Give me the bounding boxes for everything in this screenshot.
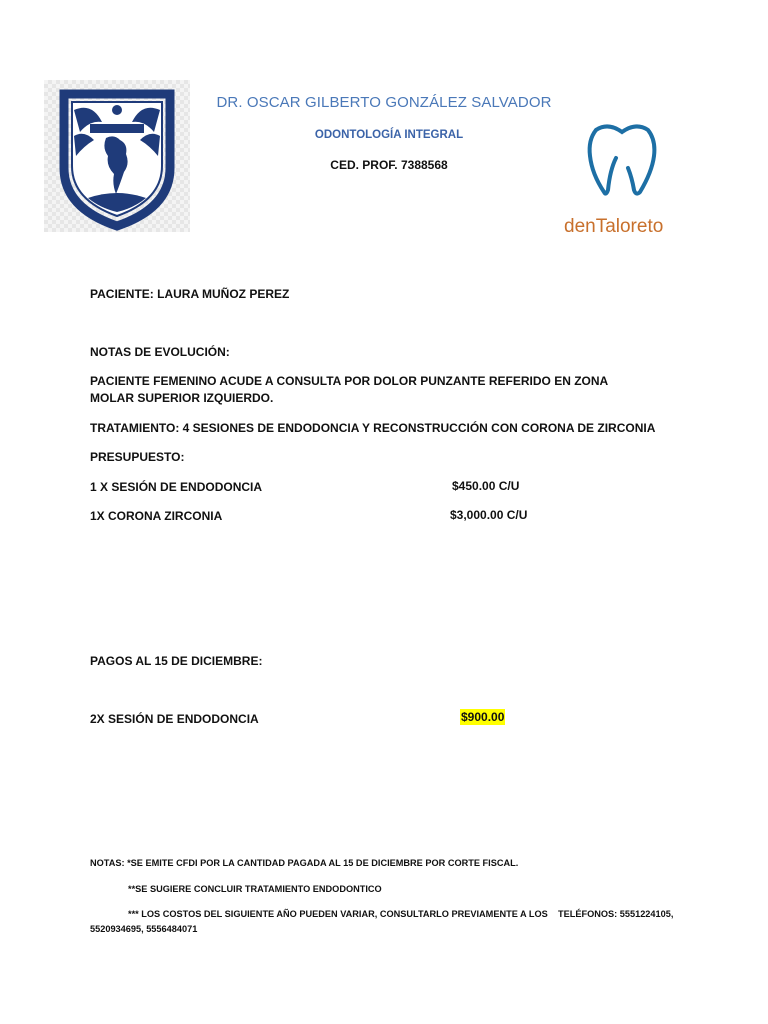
payment-item-label: 2X SESIÓN DE ENDODONCIA [90, 712, 259, 726]
note-phones-continued: 5520934695, 5556484071 [90, 924, 198, 934]
treatment-line: TRATAMIENTO: 4 SESIONES DE ENDODONCIA Y RECONSTRUCCIÓN CON CORONA DE ZIRCONIA [90, 421, 656, 435]
specialty-title: ODONTOLOGÍA INTEGRAL [314, 129, 464, 141]
doctor-name: DR. OSCAR GILBERTO GONZÁLEZ SALVADOR [216, 94, 552, 111]
tooth-logo [582, 120, 662, 202]
budget-heading: PRESUPUESTO: [90, 450, 185, 464]
note-cfdi: NOTAS: *SE EMITE CFDI POR LA CANTIDAD PAGADA AL 15 DE DICIEMBRE POR CORTE FISCAL. [90, 858, 519, 868]
budget-item-label: 1X CORONA ZIRCONIA [90, 509, 223, 523]
note-costs: *** LOS COSTOS DEL SIGUIENTE AÑO PUEDEN VARIAR, CONSULTARLO PREVIAMENTE A LOS [128, 909, 548, 919]
professional-license: CED. PROF. 7388568 [330, 158, 448, 172]
tooth-icon [582, 120, 662, 202]
budget-item-price: $450.00 C/U [452, 479, 520, 493]
payments-heading: PAGOS AL 15 DE DICIEMBRE: [90, 654, 263, 668]
note-endodontic: **SE SUGIERE CONCLUIR TRATAMIENTO ENDODONTICO [128, 884, 382, 894]
evolution-body: PACIENTE FEMENINO ACUDE A CONSULTA POR DOLOR PUNZANTE REFERIDO EN ZONA MOLAR SUPERIOR IZQUIERDO. [90, 374, 608, 405]
patient-name: PACIENTE: LAURA MUÑOZ PEREZ [90, 287, 290, 301]
budget-item-price: $3,000.00 C/U [450, 508, 528, 522]
budget-item-label: 1 X SESIÓN DE ENDODONCIA [90, 480, 263, 494]
note-phones: TELÉFONOS: 5551224105, [558, 909, 674, 919]
payment-amount-highlight: $900.00 [461, 710, 505, 724]
payment-amount [460, 710, 505, 724]
brand-name: denTaloreto [564, 216, 664, 237]
evolution-heading: NOTAS DE EVOLUCIÓN: [90, 345, 230, 359]
